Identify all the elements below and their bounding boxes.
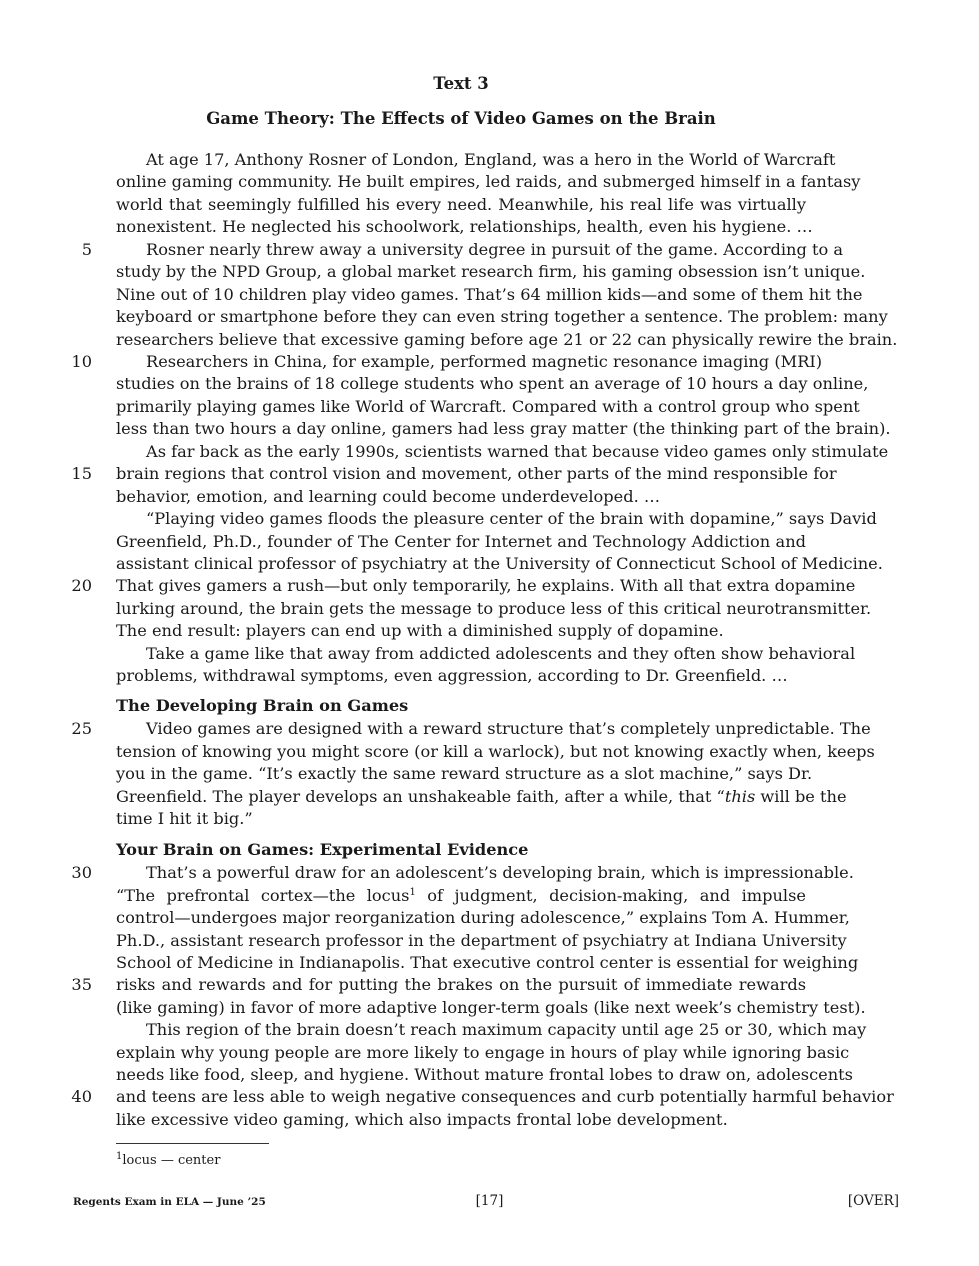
line-number: 35	[71, 975, 92, 994]
body-line: online gaming community. He built empires, led raids, and submerged himself in a fantasy	[116, 172, 861, 191]
body-line: School of Medicine in Indianapolis. That executive control center is essential for weighing	[116, 953, 859, 972]
section-heading: The Developing Brain on Games	[116, 696, 409, 715]
body-line: study by the NPD Group, a global market research firm, his gaming obsession isn’t unique.	[116, 262, 866, 281]
body-line-with-italic	[116, 786, 847, 809]
body-line: assistant clinical professor of psychiatry at the University of Connecticut School of Medicine.	[116, 554, 883, 573]
body-line: needs like food, sleep, and hygiene. Without mature frontal lobes to draw on, adolescents	[116, 1065, 853, 1084]
text-segment: Greenfield. The player develops an unshakeable faith, after a while, that “	[116, 787, 725, 806]
body-line: (like gaming) in favor of more adaptive longer-term goals (like next week’s chemistry test).	[116, 998, 866, 1017]
body-line: The end result: players can end up with a diminished supply of dopamine.	[116, 621, 724, 640]
body-line-with-footnote	[116, 885, 806, 908]
body-line: time I hit it big.”	[116, 809, 253, 828]
body-line: Greenfield, Ph.D., founder of The Center for Internet and Technology Addiction and	[116, 532, 806, 551]
exam-title: Regents Exam in ELA — June ’25	[73, 1196, 266, 1208]
body-line: lurking around, the brain gets the message to produce less of this critical neurotransmitter.	[116, 599, 872, 618]
body-line: nonexistent. He neglected his schoolwork, relationships, health, even his hygiene. …	[116, 217, 813, 236]
body-line: you in the game. “It’s exactly the same reward structure as a slot machine,” says Dr.	[116, 764, 813, 783]
body-line: primarily playing games like World of Warcraft. Compared with a control group who spent	[116, 397, 860, 416]
body-line: and teens are less able to weigh negative consequences and curb potentially harmful behavior	[116, 1087, 894, 1106]
text-segment: will be the	[755, 787, 847, 806]
line-number: 5	[81, 240, 92, 259]
page-number: [17]	[475, 1193, 504, 1209]
body-line: studies on the brains of 18 college students who spent an average of 10 hours a day online,	[116, 374, 869, 393]
line-number: 20	[71, 576, 92, 595]
body-line: “Playing video games floods the pleasure center of the brain with dopamine,” says David	[146, 509, 877, 528]
footnote-mark: 1	[116, 1151, 123, 1162]
body-line: explain why young people are more likely to engage in hours of play while ignoring basic	[116, 1043, 850, 1062]
line-number: 10	[71, 352, 92, 371]
body-line: researchers believe that excessive gaming before age 21 or 22 can physically rewire the brain.	[116, 330, 898, 349]
footnote	[116, 1151, 220, 1168]
body-line: Researchers in China, for example, performed magnetic resonance imaging (MRI)	[146, 352, 823, 371]
article-title: Game Theory: The Effects of Video Games on the Brain	[206, 109, 716, 128]
text-label: Text 3	[433, 74, 489, 93]
text-segment: “The prefrontal cortex—the locus	[116, 886, 410, 905]
body-line: Nine out of 10 children play video games. That’s 64 million kids—and some of them hit the	[116, 285, 863, 304]
body-line: Ph.D., assistant research professor in the department of psychiatry at Indiana University	[116, 931, 847, 950]
body-line: problems, withdrawal symptoms, even aggression, according to Dr. Greenfield. …	[116, 666, 788, 685]
section-heading: Your Brain on Games: Experimental Evidence	[116, 840, 529, 859]
body-line: That gives gamers a rush—but only temporarily, he explains. With all that extra dopamine	[116, 576, 856, 595]
body-line: behavior, emotion, and learning could become underdeveloped. …	[116, 487, 661, 506]
italic-word: this	[724, 787, 756, 806]
body-line: brain regions that control vision and movement, other parts of the mind responsible for	[116, 464, 837, 483]
body-line: Rosner nearly threw away a university degree in pursuit of the game. According to a	[146, 240, 844, 259]
line-number: 30	[71, 863, 92, 882]
footnote-divider	[116, 1143, 269, 1144]
body-line: keyboard or smartphone before they can even string together a sentence. The problem: many	[116, 307, 888, 326]
footnote-ref: 1	[409, 887, 416, 898]
footnote-text: locus — center	[122, 1153, 221, 1168]
text-segment: of judgment, decision-making, and impulse	[415, 886, 806, 905]
body-line: tension of knowing you might score (or kill a warlock), but not knowing exactly when, keeps	[116, 742, 875, 761]
body-line: This region of the brain doesn’t reach maximum capacity until age 25 or 30, which may	[146, 1020, 867, 1039]
body-line: At age 17, Anthony Rosner of London, England, was a hero in the World of Warcraft	[146, 150, 836, 169]
body-line: like excessive video gaming, which also impacts frontal lobe development.	[116, 1110, 728, 1129]
body-line: world that seemingly fulfilled his every need. Meanwhile, his real life was virtually	[116, 195, 806, 214]
body-line: control—undergoes major reorganization during adolescence,” explains Tom A. Hummer,	[116, 908, 850, 927]
body-line: Video games are designed with a reward structure that’s completely unpredictable. The	[146, 719, 871, 738]
body-line: less than two hours a day online, gamers had less gray matter (the thinking part of the brain).	[116, 419, 891, 438]
line-number: 25	[71, 719, 92, 738]
body-line: As far back as the early 1990s, scientists warned that because video games only stimulate	[146, 442, 889, 461]
body-line: risks and rewards and for putting the brakes on the pursuit of immediate rewards	[116, 975, 806, 994]
line-number: 15	[71, 464, 92, 483]
body-line: Take a game like that away from addicted adolescents and they often show behavioral	[146, 644, 856, 663]
line-number: 40	[71, 1087, 92, 1106]
over-marker: [OVER]	[847, 1193, 899, 1209]
body-line: That’s a powerful draw for an adolescent’s developing brain, which is impressionable.	[146, 863, 854, 882]
